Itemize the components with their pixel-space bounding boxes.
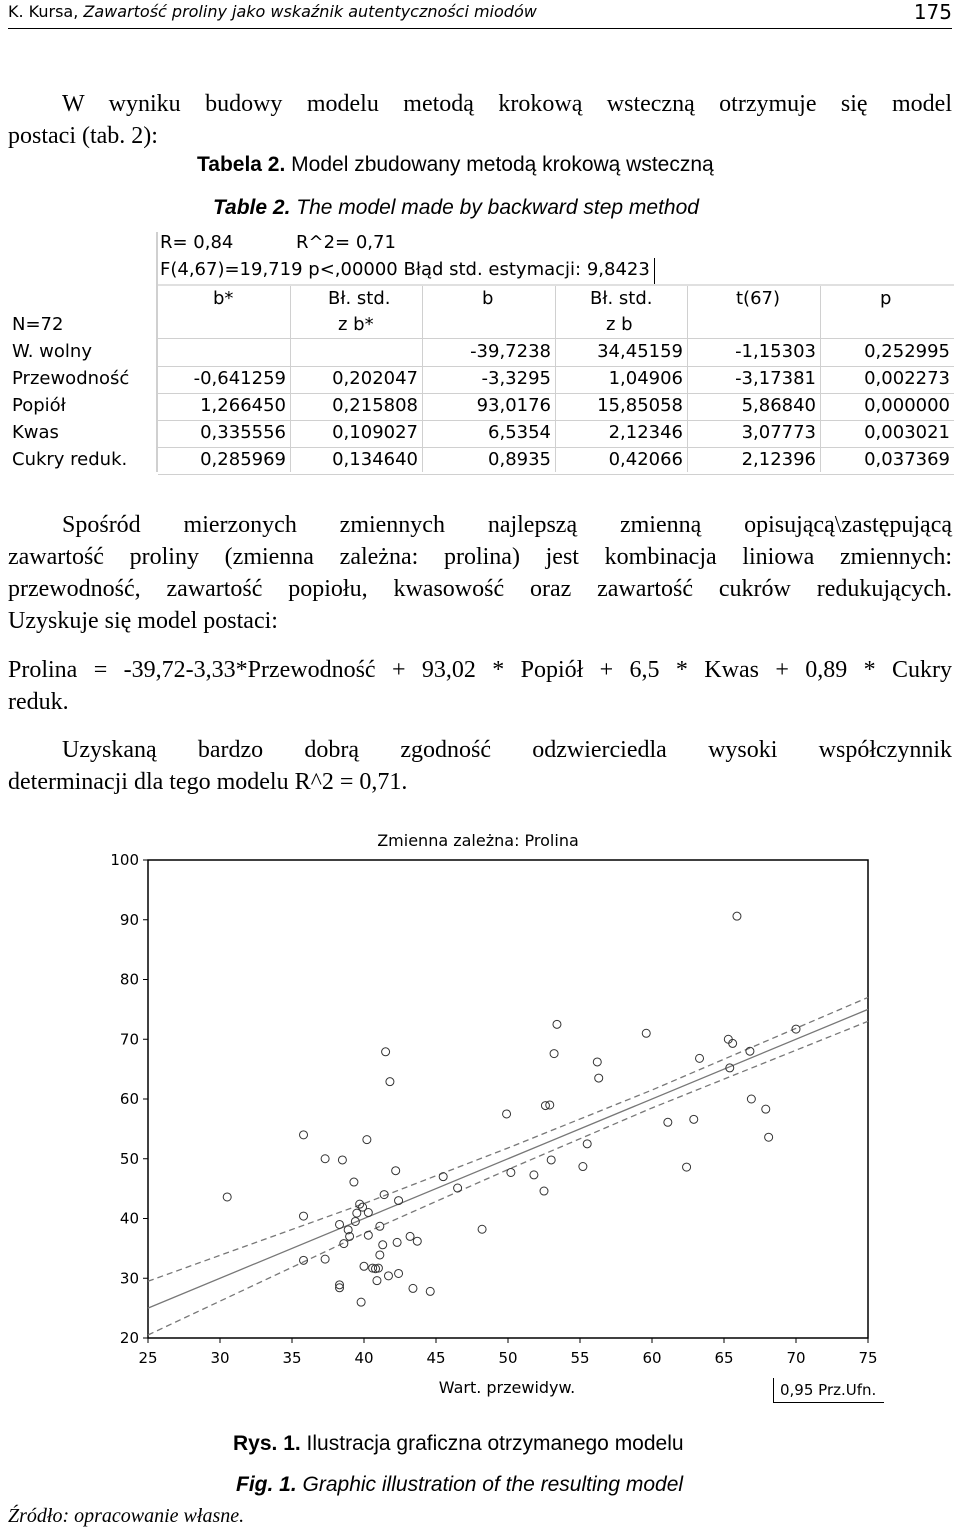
paragraph-conclusion — [8, 734, 952, 798]
table-cell: 93,0176 — [476, 395, 551, 416]
data-point — [395, 1269, 403, 1277]
table-cell: 6,5354 — [488, 422, 551, 443]
legend-label: 0,95 Prz.Ufn. — [780, 1381, 877, 1399]
table-cell: -39,7238 — [470, 341, 551, 362]
paragraph-conclusion-line1: Uzyskaną bardzo dobrą zgodność odzwierciedla wysoki współczynnik — [62, 737, 952, 763]
row-label: Kwas — [12, 422, 59, 443]
data-point — [550, 1050, 558, 1058]
model-equation-line2: reduk. — [8, 689, 69, 715]
data-point — [384, 1272, 392, 1280]
x-tick-label: 65 — [714, 1349, 734, 1367]
scatter-chart — [0, 820, 960, 1420]
y-tick-label: 70 — [119, 1030, 139, 1049]
table-cell: 0,109027 — [332, 422, 418, 443]
data-point — [300, 1212, 308, 1220]
col-header-se2: Bł. std. — [590, 288, 653, 309]
model-equation — [8, 654, 952, 718]
data-point — [439, 1173, 447, 1181]
x-tick-label: 35 — [282, 1349, 302, 1367]
x-tick-label: 25 — [138, 1349, 158, 1367]
data-point — [733, 912, 741, 920]
row-label: W. wolny — [12, 341, 92, 362]
data-point — [300, 1131, 308, 1139]
paragraph-variables-line3: przewodność, zawartość popiołu, kwasowość oraz zawartość cukrów redukujących. — [8, 576, 952, 602]
table-cell: 0,335556 — [200, 422, 286, 443]
summary-r: R= 0,84 — [160, 232, 234, 253]
data-point — [223, 1193, 231, 1201]
col-header-se1: Bł. std. — [328, 288, 391, 309]
table-cell: 5,86840 — [741, 395, 816, 416]
x-tick-label: 70 — [786, 1349, 806, 1367]
data-point — [386, 1078, 394, 1086]
table-cell: -1,15303 — [735, 341, 816, 362]
table-caption-pl: Tabela 2. Model zbudowany metodą krokową wsteczną — [197, 153, 714, 176]
data-point — [547, 1156, 555, 1164]
x-tick-label: 30 — [210, 1349, 230, 1367]
data-point — [406, 1232, 414, 1240]
table-cell: 0,215808 — [332, 395, 418, 416]
x-tick-label: 40 — [354, 1349, 374, 1367]
data-point — [413, 1237, 421, 1245]
table-cell: 0,000000 — [864, 395, 950, 416]
summary-r2: R^2= 0,71 — [296, 232, 396, 253]
row-label: Popiół — [12, 395, 66, 416]
y-tick-label: 20 — [119, 1329, 139, 1347]
data-point — [392, 1167, 400, 1175]
col-header-t: t(67) — [736, 288, 781, 309]
data-point — [373, 1277, 381, 1285]
paragraph-intro-line2: postaci (tab. 2): — [8, 123, 158, 149]
y-tick-label: 60 — [119, 1090, 139, 1108]
data-point — [540, 1187, 548, 1195]
data-point — [357, 1298, 365, 1306]
data-point — [350, 1178, 358, 1186]
data-point — [593, 1058, 601, 1066]
data-point — [321, 1155, 329, 1163]
data-point — [393, 1238, 401, 1246]
paragraph-intro — [8, 88, 952, 152]
data-point — [379, 1241, 387, 1249]
confidence-lower-line — [148, 1021, 868, 1335]
data-point — [683, 1163, 691, 1171]
paragraph-variables-line1: Spośród mierzonych zmiennych najlepszą zmienną opisującą\zastępującą — [62, 512, 952, 538]
paragraph-intro-line1: W wyniku budowy modelu metodą krokową wsteczną otrzymuje się model — [62, 91, 952, 117]
data-point — [376, 1251, 384, 1259]
data-point — [762, 1105, 770, 1113]
regression-line — [148, 1009, 868, 1308]
table-caption-en: Table 2. The model made by backward step method — [213, 196, 699, 219]
data-point — [395, 1197, 403, 1205]
y-tick-label: 30 — [119, 1269, 139, 1288]
col-subheader-zbstar: z b* — [338, 314, 374, 335]
article-title: Zawartość proliny jako wskaźnik autentyczności miodów — [83, 2, 537, 21]
table-cell: -3,3295 — [481, 368, 551, 389]
y-tick-label: 100 — [110, 851, 139, 869]
data-point — [382, 1048, 390, 1056]
table-cell: 0,003021 — [864, 422, 950, 443]
table-cell: 0,037369 — [864, 449, 950, 470]
data-point — [583, 1140, 591, 1148]
table-cell: 0,285969 — [200, 449, 286, 470]
figure-caption-en: Fig. 1. Graphic illustration of the resulting model — [236, 1473, 684, 1496]
data-point — [338, 1156, 346, 1164]
x-tick-label: 50 — [498, 1349, 518, 1367]
data-point — [642, 1029, 650, 1037]
data-point — [321, 1255, 329, 1263]
data-point — [507, 1168, 515, 1176]
table-cell: 34,45159 — [597, 341, 683, 362]
paragraph-variables-line2: zawartość proliny (zmienna zależna: prolina) jest kombinacja liniowa zmiennych: — [8, 544, 952, 570]
paragraph-variables-line4: Uzyskuje się model postaci: — [8, 608, 278, 634]
model-equation-line1: Prolina = -39,72-3,33*Przewodność + 93,02 * Popiół + 6,5 * Kwas + 0,89 * Cukry — [8, 657, 952, 683]
page-number: 175 — [913, 0, 952, 24]
table-cell: 1,04906 — [608, 368, 683, 389]
n-label: N=72 — [12, 314, 64, 335]
y-tick-label: 80 — [119, 970, 139, 989]
data-point — [409, 1284, 417, 1292]
confidence-upper-line — [148, 997, 868, 1281]
running-header-left — [8, 2, 537, 21]
data-point — [336, 1220, 344, 1228]
x-tick-label: 45 — [426, 1349, 446, 1367]
chart-legend — [773, 1378, 884, 1403]
y-tick-label: 40 — [119, 1209, 139, 1228]
table-cell: 3,07773 — [741, 422, 816, 443]
data-point — [595, 1074, 603, 1082]
table-cell: 0,8935 — [488, 449, 551, 470]
data-point — [364, 1231, 372, 1239]
data-point — [765, 1133, 773, 1141]
table-cell: -3,17381 — [735, 368, 816, 389]
x-tick-label: 60 — [642, 1349, 662, 1367]
y-tick-label: 90 — [119, 910, 139, 929]
figure-caption-pl: Rys. 1. Ilustracja graficzna otrzymanego modelu — [233, 1432, 684, 1455]
paragraph-conclusion-line2: determinacji dla tego modelu R^2 = 0,71. — [8, 769, 408, 795]
data-point — [364, 1209, 372, 1217]
table-cell: 2,12346 — [608, 422, 683, 443]
data-point — [553, 1020, 561, 1028]
y-tick-label: 50 — [119, 1149, 139, 1168]
table-cell: 2,12396 — [741, 449, 816, 470]
data-point — [426, 1287, 434, 1295]
col-header-bstar: b* — [213, 288, 234, 309]
author-name: K. Kursa, — [8, 2, 84, 21]
chart-plot-area — [110, 851, 877, 1367]
table-cell: 0,202047 — [332, 368, 418, 389]
data-point — [579, 1163, 587, 1171]
x-tick-label: 55 — [570, 1349, 590, 1367]
paragraph-variables — [8, 509, 952, 637]
table-cell: 0,002273 — [864, 368, 950, 389]
summary-f: F(4,67)=19,719 p<,00000 Błąd std. estymacji: 9,8423 — [160, 259, 650, 280]
table-cell: 0,42066 — [608, 449, 683, 470]
data-point — [478, 1225, 486, 1233]
data-point — [696, 1054, 704, 1062]
data-point — [664, 1118, 672, 1126]
x-tick-label: 75 — [858, 1349, 878, 1367]
data-point — [454, 1184, 462, 1192]
data-point — [503, 1110, 511, 1118]
stats-table — [8, 228, 954, 472]
table-cell: -0,641259 — [193, 368, 286, 389]
col-header-b: b — [482, 288, 494, 309]
plot-frame — [148, 860, 868, 1338]
data-point — [690, 1115, 698, 1123]
data-point — [747, 1095, 755, 1103]
data-point — [530, 1171, 538, 1179]
table-cell: 15,85058 — [597, 395, 683, 416]
running-header — [8, 0, 952, 29]
chart-title: Zmienna zależna: Prolina — [377, 831, 579, 850]
table-cell: 1,266450 — [200, 395, 286, 416]
data-point — [376, 1222, 384, 1230]
row-label: Cukry reduk. — [12, 449, 128, 470]
chart-x-axis-label: Wart. przewidyw. — [438, 1378, 576, 1397]
data-point — [363, 1136, 371, 1144]
row-label: Przewodność — [12, 368, 130, 389]
col-header-p: p — [880, 288, 892, 309]
table-cell: 0,252995 — [864, 341, 950, 362]
col-subheader-zb: z b — [606, 314, 633, 335]
source-note: Źródło: opracowanie własne. — [8, 1505, 245, 1527]
data-point — [360, 1262, 368, 1270]
table-cell: 0,134640 — [332, 449, 418, 470]
